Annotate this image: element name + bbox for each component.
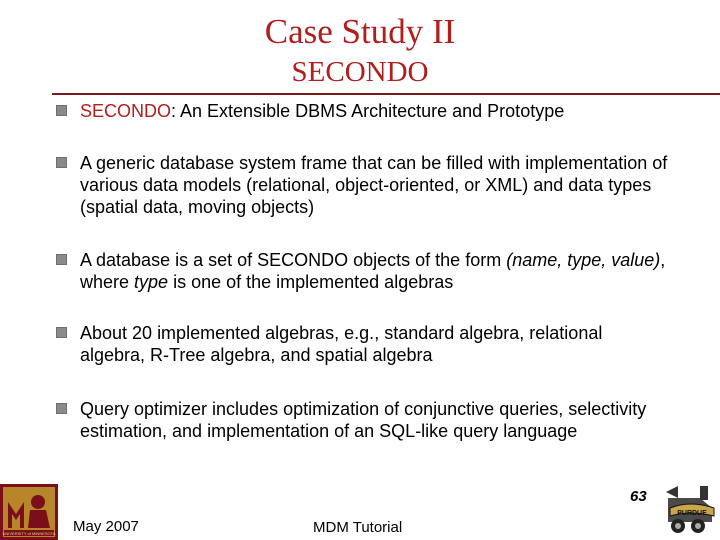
square-bullet-icon	[56, 105, 67, 116]
logo-right-text: PURDUE	[677, 510, 707, 517]
title-divider	[52, 93, 720, 95]
slide-subtitle: SECONDO	[291, 56, 429, 88]
footer-date: May 2007	[73, 518, 139, 535]
square-bullet-icon	[56, 403, 67, 414]
logo-left-text: UNIVERSITY of MINNESOTA	[2, 531, 56, 536]
square-bullet-icon	[56, 157, 67, 168]
bullet-text-4: About 20 implemented algebras, e.g., standard algebra, relational algebra, R-Tree algebra, and spatial algebra	[80, 323, 603, 365]
square-bullet-icon	[56, 254, 67, 265]
bullet-text-3: A database is a set of SECONDO objects of the form (name, type, value), where type is one of the implemented algebras	[80, 250, 666, 292]
bullet-text-1: SECONDO: An Extensible DBMS Architecture and Prototype	[80, 101, 565, 121]
slide-title: Case Study II	[264, 12, 456, 51]
bullet-text-2: A generic database system frame that can be filled with implementation of various data models (relational, object-oriented, or XML) and data types (spatial data, moving objects)	[80, 153, 668, 217]
square-bullet-icon	[56, 327, 67, 338]
bullet-text-5: Query optimizer includes optimization of conjunctive queries, selectivity estimation, and implementation of an SQL-like query language	[80, 399, 647, 441]
secondo-name: SECONDO	[80, 101, 172, 121]
purdue-logo	[660, 478, 720, 540]
page-number: 63	[630, 488, 647, 505]
university-minnesota-logo	[0, 484, 58, 540]
footer-title: MDM Tutorial	[313, 519, 403, 536]
